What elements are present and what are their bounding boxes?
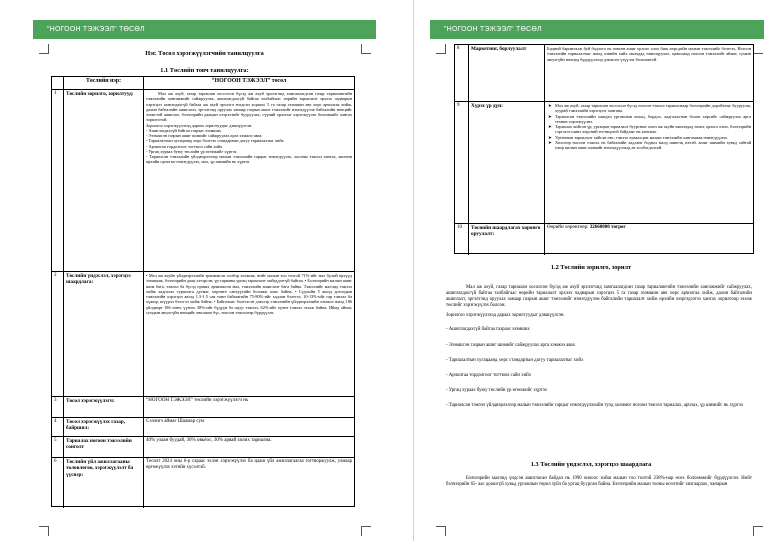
goal-paragraph: Мал аж ахуй, газар тариалан хосолсон бүсэд аж ахуй эрхлэгчид хамгаалагдсан газар тариалангийн тэжээлийн хангамжийг сайжруулах, ашиглагдахгүй байгаа талбайгаас өөрийн тариалалт эрхлэх чадварын хэрэгцээ 5 га газар эзэмшин авч хөрс арчилгаа хийж, дахин байгалийн ашиглалт, эргэлтэнд оруулах замаар газрын ашиг тэжээлийг нэмэгдүүлэн байгалийн тариалалт хийж өрхийн эзэргэдээгээ хангах зорилгоор эзэлж төслийг хэрэгжүүлэх болсон.	[446, 285, 752, 309]
arrow-bullet-icon: ➤	[548, 113, 552, 119]
row-name: Төсөл хэрэгжүүлэгч:	[64, 397, 144, 417]
table-row	[52, 417, 354, 436]
crop-mark	[753, 526, 763, 536]
section-title: 1.3 Төслийн үндэслэл, хэрэгцээ шаардлага	[530, 461, 652, 468]
row-number: 6	[52, 458, 64, 508]
row-value	[545, 224, 753, 255]
funding-amount: 32660000 төгрөг	[589, 225, 626, 230]
table-row	[52, 271, 354, 396]
row-value	[144, 90, 354, 271]
result-item	[547, 103, 751, 114]
row-name: Төслийн зорилго, зорилтууд:	[64, 90, 144, 271]
goal-item: - Тариалсан тэжээл үйлдвэрлэлээр малын тэжээлийн гарцыг нэмэгдүүлэхийн тулд холимог ногоон тэжээл тариалах, арчлах, үр шимийг нь хүртэх	[446, 402, 744, 408]
arrow-bullet-icon: ➤	[548, 103, 552, 108]
row-number: 1	[52, 90, 64, 271]
goal-item: - Ашиглагдахгүй байгаа газраас эзэмших	[446, 327, 530, 333]
row-number: 4	[52, 418, 64, 436]
row-name: Төслийн үйл ажиллагааны төлөвлөгөө, хэрэгжүүлэлт ба үүсвэр:	[64, 458, 144, 508]
row-value: 40% улаан буудай, 30% овъёос, 30% арвай холих тариална.	[146, 438, 272, 443]
crop-mark	[39, 526, 49, 536]
arrow-bullet-icon: ➤	[548, 139, 552, 145]
goal-item: - Ургац хураах буюу төслийн үр өгөөжийг хүртэх	[446, 387, 548, 393]
table-row	[52, 436, 354, 457]
page-banner: "НОГООН ТЭЖЭЭЛ" ТӨСӨЛ	[33, 20, 376, 39]
body-text	[446, 285, 752, 409]
section-title: Нэг. Төсөл хэрэгжүүлэгчийн танилцуулга	[145, 50, 264, 57]
goal-item: - Тариалалтын хугацаанд хөрс бэлтгэх стандартын дагуу тариалалтыг хийх	[146, 138, 284, 144]
page-banner: "НОГООН ТЭЖЭЭЛ" ТӨСӨЛ	[430, 20, 764, 39]
table-row	[455, 223, 753, 255]
goal-item: - Ашиглагдахгүй байгаа газраас эзэмших	[146, 127, 222, 133]
row-number: 5	[52, 437, 64, 457]
row-name: Төсвийн шаардлагах хөрөнгө оруулалт:	[469, 224, 545, 255]
result-text: Мал аж ахуй, газар тариалан хосолсон бүсэд ногоон тэжээл тариалснаар бэлчээрийн доройтлыг бууруулж, хуурай тэжээлийн хэрэгцээг хангана.	[555, 103, 751, 114]
subsection-title: 1.1 Төслийн товч танилцуулга:	[160, 67, 249, 74]
result-item	[547, 114, 751, 125]
goal-item: - Эзэмшсэн газрын ашиг шимийг сайжруулах арга хэмжээ авах	[446, 342, 576, 348]
goal-paragraph: Мал аж ахуй, газар тариалан хосолсон бүсэд аж ахуй эрхлэгчид хамгаалагдсан газар тариалангийн тэжээлийн хангамжийг сайжруулах, ашиглагдахгүй байгаа талбайгаас өөрийн тариалалт эрхлэх чадварын хэрэгцээ хангагдахгүй байгаа аж ахуй эрхлэгч нэгдсэн хоршоо 5 га газар эзэмшин авч хөрс арчилгаа хийж, дахин байгалийн ашиглалт, эргэлтэнд оруулах замаар газрын ашиг тэжээлийг нэмэгдүүлэх байгалийн нөөцийг зохистой ашиглах, бэлчээрийн даацын хэтрэлтийг бууруулах, сүүний орлогыг хэрэгжүүлэх боломжийг хангах зорилготой.	[146, 91, 352, 123]
table-row	[52, 457, 354, 508]
goal-item: - Тариалалтын хугацаанд хөрс стандартын дагуу тариалалтыг хийх	[446, 357, 584, 363]
row-value: “НОГООН ТЭЖЭЭЛ” төслийн хэрэгжүүлэгч нь	[146, 398, 249, 403]
table-header-row	[52, 77, 354, 89]
document-page-right	[418, 0, 764, 541]
crop-mark	[436, 526, 446, 536]
result-text: Тариалах хийсэн үр, ургацын тариалалт буурсныг олон аж ахуйн ажилчдад зохих орлого олно, бэлчээрийн сэргээлт шинэ хөрсний тогтвортой байдлыг нь хангана.	[555, 124, 751, 135]
table-row	[455, 45, 753, 101]
row-value	[545, 102, 753, 223]
table-row	[52, 396, 354, 417]
funding-source: Өөрийн хөрөнгөөр:	[547, 225, 589, 230]
arrow-bullet-icon: ➤	[548, 124, 552, 129]
crop-mark	[753, 44, 763, 54]
row-name: Маркетинг, борлуулалт	[469, 45, 545, 101]
result-text: Урганчын тариалалт хийсэн өвс, тэжээл хуваалцаж малын тэжээлийн хангамжаа нэмэгдүүлнэ.	[555, 134, 728, 140]
table-cell	[52, 77, 64, 89]
section-title: 1.2 Төслийн зорилго, зорилт	[550, 264, 632, 271]
goal-item: - Арчилгаа тордолгоог тогтмол сайн хийх	[446, 372, 532, 378]
goal-item: - Эзэмшсэн газрын ашиг шимийг сайжруулах арга хэмжээ авах	[146, 133, 262, 138]
crop-mark	[361, 526, 371, 536]
row-value: Сэлэнгэ аймаг Шаамар сум	[146, 419, 205, 424]
row-value: • Мал аж ахуйн үйлдвэрлэлийн эрчимжсэн хэлбэр хөгжиж, нийт малын тоо толгой 71%-ийг мал бүхий өрхүүд эзэмшиж, бэлчээрийн даац хэтэрсэн, үр тарианы ургац тариалалт хийгддэггүй байгаа. • Бэлчээрийн малын ашиг шим бага, тэжээл ба бүсэд орших эрчимжсэн мал, тэжээлийн ашиглалт бага байна. Тэжээлийг малчид тэжээл хийж хадгалах туршлага дутмаг, хөрөнгө санхүүгийн боломж хомс байна. • Сүүлийн 5 жилд дотоодын тэжээлийн хэрэгцээ жилд 1.3-1.5 сая тонн байгаагийн 75-80%-ийг хадлан бэлтгэл, 10-13%-ийг гар тэжээл ба хүжир, шүүрэл бэлтгэл хийж байна. • Байгалиас бэлтгэсэн дэвсгэр тэжээлийн үйлдвэрлэлийн хэмжээ жилд 186 үйлдвэрт 186 тонн, үүнээс 38%-ийг бүдүүн ба шүүс тэжээл, 62%-ийг хүчит тэжээл эзэлж байна. Иймд аймаг, сумдын аюулгүйн нөөцийг өвөлжөө бүс, ногоон тэжээлээр бүрдүүлэх.	[146, 273, 353, 315]
row-name: Төслийн үндэслэл, хэрэгцээ шаардлага:	[64, 272, 144, 396]
row-number: 8	[455, 45, 469, 101]
goal-item: - Арчилгаа тордолгоог тогтмол сайн хийх	[146, 143, 223, 149]
column-header: Төслийн нэр:	[64, 77, 144, 89]
column-header: “НОГООН ТЭЖЭЭЛ” төсөл	[211, 78, 287, 84]
result-text: Тариалсан тэжээлийн хаягдал ургамлын хольц, бордоо, хадгалалтын болон хөрсийг сайжруулах арга техник хэрэгжүүлнэ.	[555, 113, 751, 124]
row-name: Төсөл хэрэгжүүлэх газар, байршил:	[64, 418, 144, 436]
row-number: 9	[455, 102, 469, 223]
result-item	[547, 124, 751, 135]
row-number: 2	[52, 272, 64, 396]
goal-item: - Ургац хураах буюу төслийн үр өгөөжийг хүртэх	[146, 148, 237, 154]
table-row	[52, 89, 354, 271]
document-page-left	[33, 0, 376, 541]
result-text: Хөлсөөр ногоон тэжээл нь байгалийн хадланг бодвол малд шингэц ихтэй, ашиг шимийн хувьд сайтай учир малын ашиг шимийг нэмэгдүүлэхэд ач холбогдолтой.	[555, 139, 751, 150]
row-name: Хүрэх үр дүн:	[469, 102, 545, 223]
row-value: Төсөлт 2024 оны 6-р сараас эхлэн хэрэгжүүлэх ба цааш үйл ажиллагаагаа тогтворжуулж, улмаар өргөжүүлэх хэтийн хүсэлтэй.	[146, 459, 352, 470]
project-table	[51, 76, 355, 507]
arrow-bullet-icon: ➤	[548, 134, 552, 140]
table-row	[455, 101, 753, 223]
body-text: Бэлчээрийн малчид үндсэн ашигласан байдал нь 1990 онооос хойш малын тоо толгой 238%-иар өсөх болоомжийг бүрдүүлсэн. Нийт бэлчээрийн 65- аас доошгүй хувьд ургамлын төрөл зүйл ба ургац буурсан байна. Бэлчээрийн малын тооны өсөлтийг хязгаарлах, чанарын	[446, 476, 752, 488]
result-item	[547, 140, 751, 151]
row-value: Бидний баримталж буй бодлого нь зөвхөн ашиг орлого олох биш өөрсдийн малын тэжээлийг бэлтгэх, Ногоон тэжээлийн тариалалтыг жилд хэвийн хийх малчдад танилцуулах, цаашлаад ногоон тэжээлийг аймаг, сумын аюулгүйн нөөцөд бүрдүүлэхэд дэмжлэг үзүүлэх боломжтой.	[547, 46, 751, 62]
project-table-continued	[454, 44, 754, 254]
goal-subtitle: Зорилгоо хэрэгжүүлэхэд дараах зорилтуудыг дэвшүүлсэн.	[446, 313, 565, 319]
row-name: Тариалах ногоон тэжээлийн сонголт	[64, 437, 144, 457]
row-number: 3	[52, 397, 64, 417]
crop-mark	[436, 44, 446, 54]
goal-item: - Тариалсан тэжээлийн үйлдвэрлэлээр малын тэжээлийн гарцыг нэмэгдүүлэх, хоолны тэжээл хангах, малчин өрхийн орлогыг нэмэгдүүлэх, мал, үр шимийн нь хүртэх	[146, 154, 352, 165]
goal-subtitle: Зорилгоо хэрэгжүүлэхэд дараах зорилтуудыг дэвшүүлсэн.	[146, 122, 253, 128]
page-edge-right	[413, 0, 414, 541]
row-number: 10	[455, 224, 469, 255]
